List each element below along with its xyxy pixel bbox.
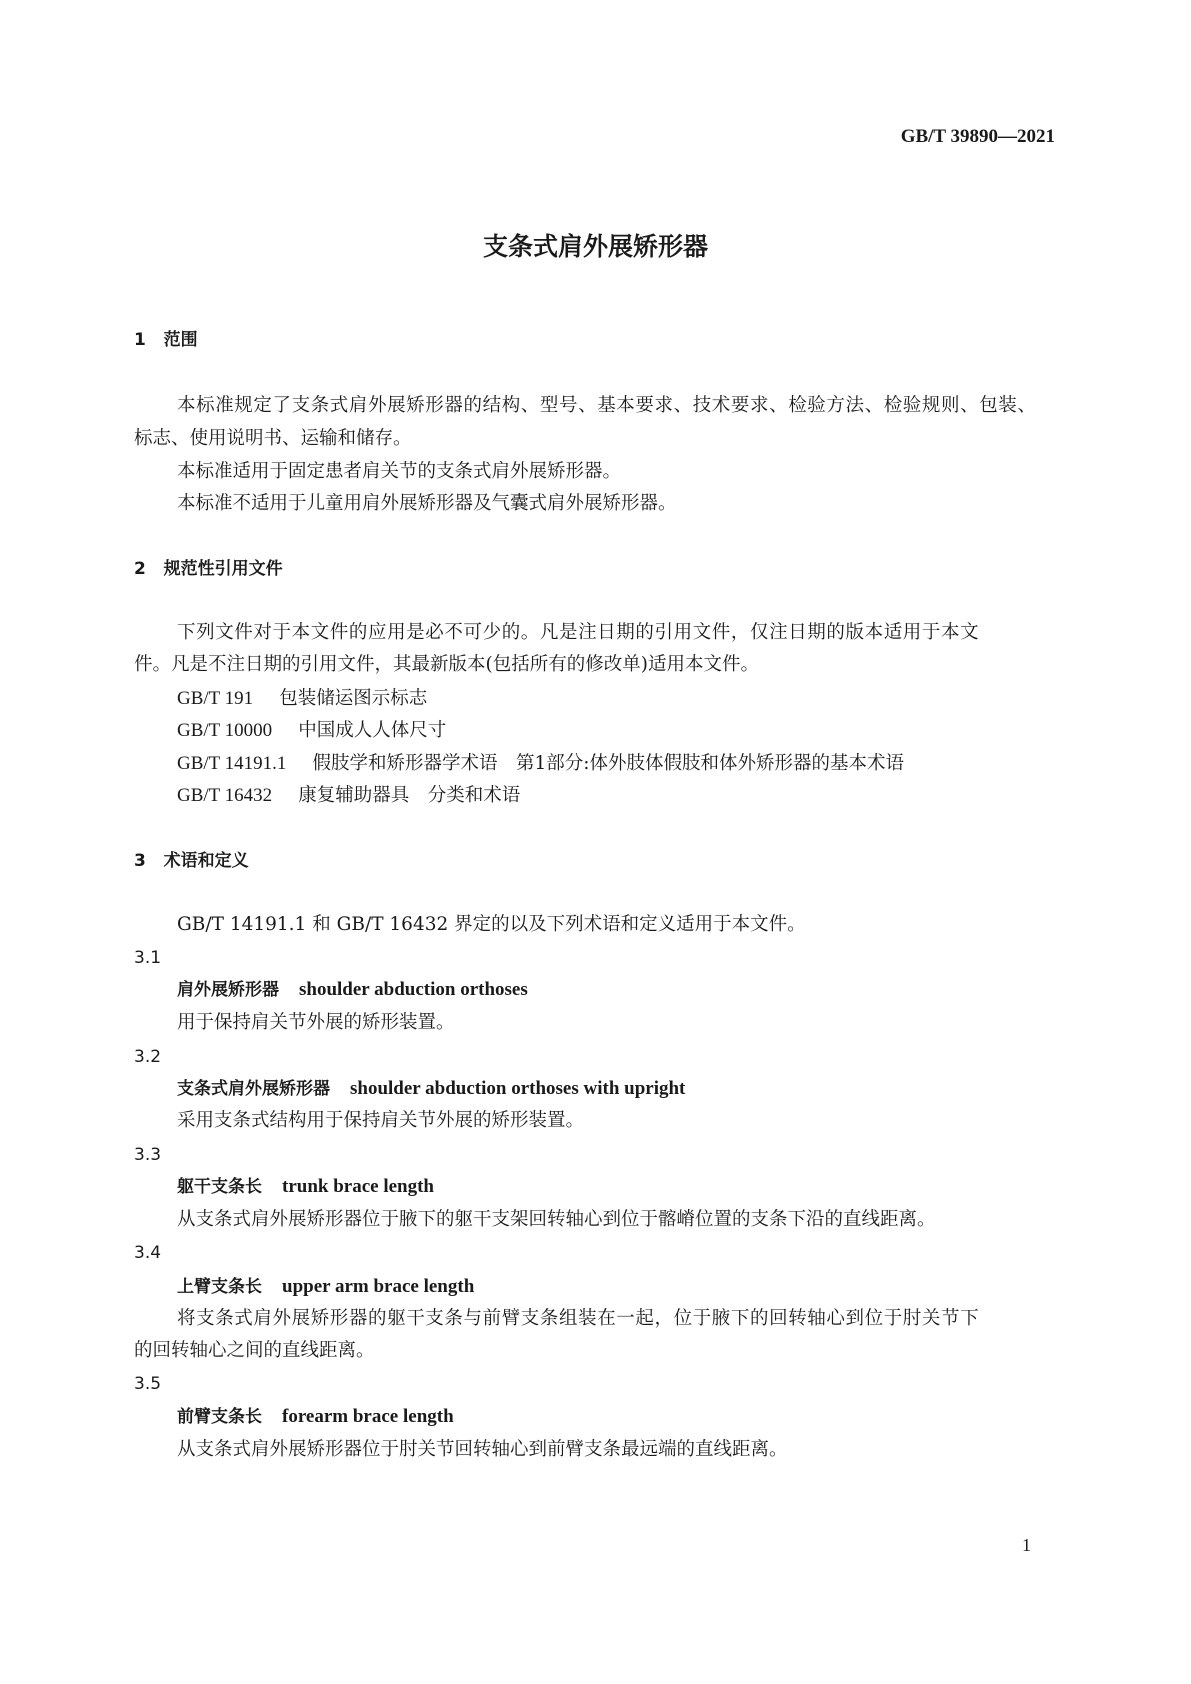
paragraph: 标志、使用说明书、运输和储存。 [134,428,412,449]
term-number: 3.1 [134,948,162,968]
section-3-heading: 3 术语和定义 [134,851,249,871]
term-number: 3.4 [134,1243,162,1263]
term-definition: 从支条式肩外展矫形器位于肘关节回转轴心到前臂支条最远端的直线距离。 [177,1439,788,1460]
reference-item: GB/T 16432 康复辅助器具 分类和术语 [177,785,521,806]
term-title: 支条式肩外展矫形器 shoulder abduction orthoses with upright [177,1078,686,1099]
standard-code: GB/T 39890—2021 [900,126,1055,147]
paragraph: GB/T 14191.1 和 GB/T 16432 界定的以及下列术语和定义适用于本文件。 [177,914,806,935]
section-1-heading: 1 范围 [134,330,198,350]
term-definition: 的回转轴心之间的直线距离。 [134,1340,375,1361]
page-number: 1 [1022,1535,1031,1555]
paragraph: 件。凡是不注日期的引用文件，其最新版本(包括所有的修改单)适用本文件。 [134,654,759,675]
paragraph: 本标准不适用于儿童用肩外展矫形器及气囊式肩外展矫形器。 [177,493,677,514]
term-definition: 用于保持肩关节外展的矫形装置。 [177,1012,455,1033]
term-definition: 从支条式肩外展矫形器位于腋下的躯干支架回转轴心到位于髂嵴位置的支条下沿的直线距离。 [177,1209,936,1230]
reference-item: GB/T 10000 中国成人人体尺寸 [177,720,447,741]
term-number: 3.2 [134,1047,162,1067]
term-definition: 采用支条式结构用于保持肩关节外展的矫形装置。 [177,1110,585,1131]
term-title: 躯干支条长 trunk brace length [177,1176,434,1197]
reference-item: GB/T 14191.1 假肢学和矫形器学术语 第1部分:体外肢体假肢和体外矫形器的基本术语 [177,753,904,774]
paragraph: 本标准规定了支条式肩外展矫形器的结构、型号、基本要求、技术要求、检验方法、检验规则、包装、 [177,395,1037,416]
paragraph: 下列文件对于本文件的应用是必不可少的。凡是注日期的引用文件，仅注日期的版本适用于本文 [177,622,980,643]
page-title: 支条式肩外展矫形器 [482,232,708,261]
section-2-heading: 2 规范性引用文件 [134,559,283,579]
term-title: 上臂支条长 upper arm brace length [177,1276,475,1297]
term-number: 3.5 [134,1374,162,1394]
term-title: 肩外展矫形器 shoulder abduction orthoses [177,979,528,1000]
term-title: 前臂支条长 forearm brace length [177,1406,454,1427]
reference-item: GB/T 191 包装储运图示标志 [177,688,428,709]
term-number: 3.3 [134,1145,162,1165]
term-definition: 将支条式肩外展矫形器的躯干支条与前臂支条组装在一起，位于腋下的回转轴心到位于肘关节下 [177,1308,980,1329]
paragraph: 本标准适用于固定患者肩关节的支条式肩外展矫形器。 [177,461,622,482]
